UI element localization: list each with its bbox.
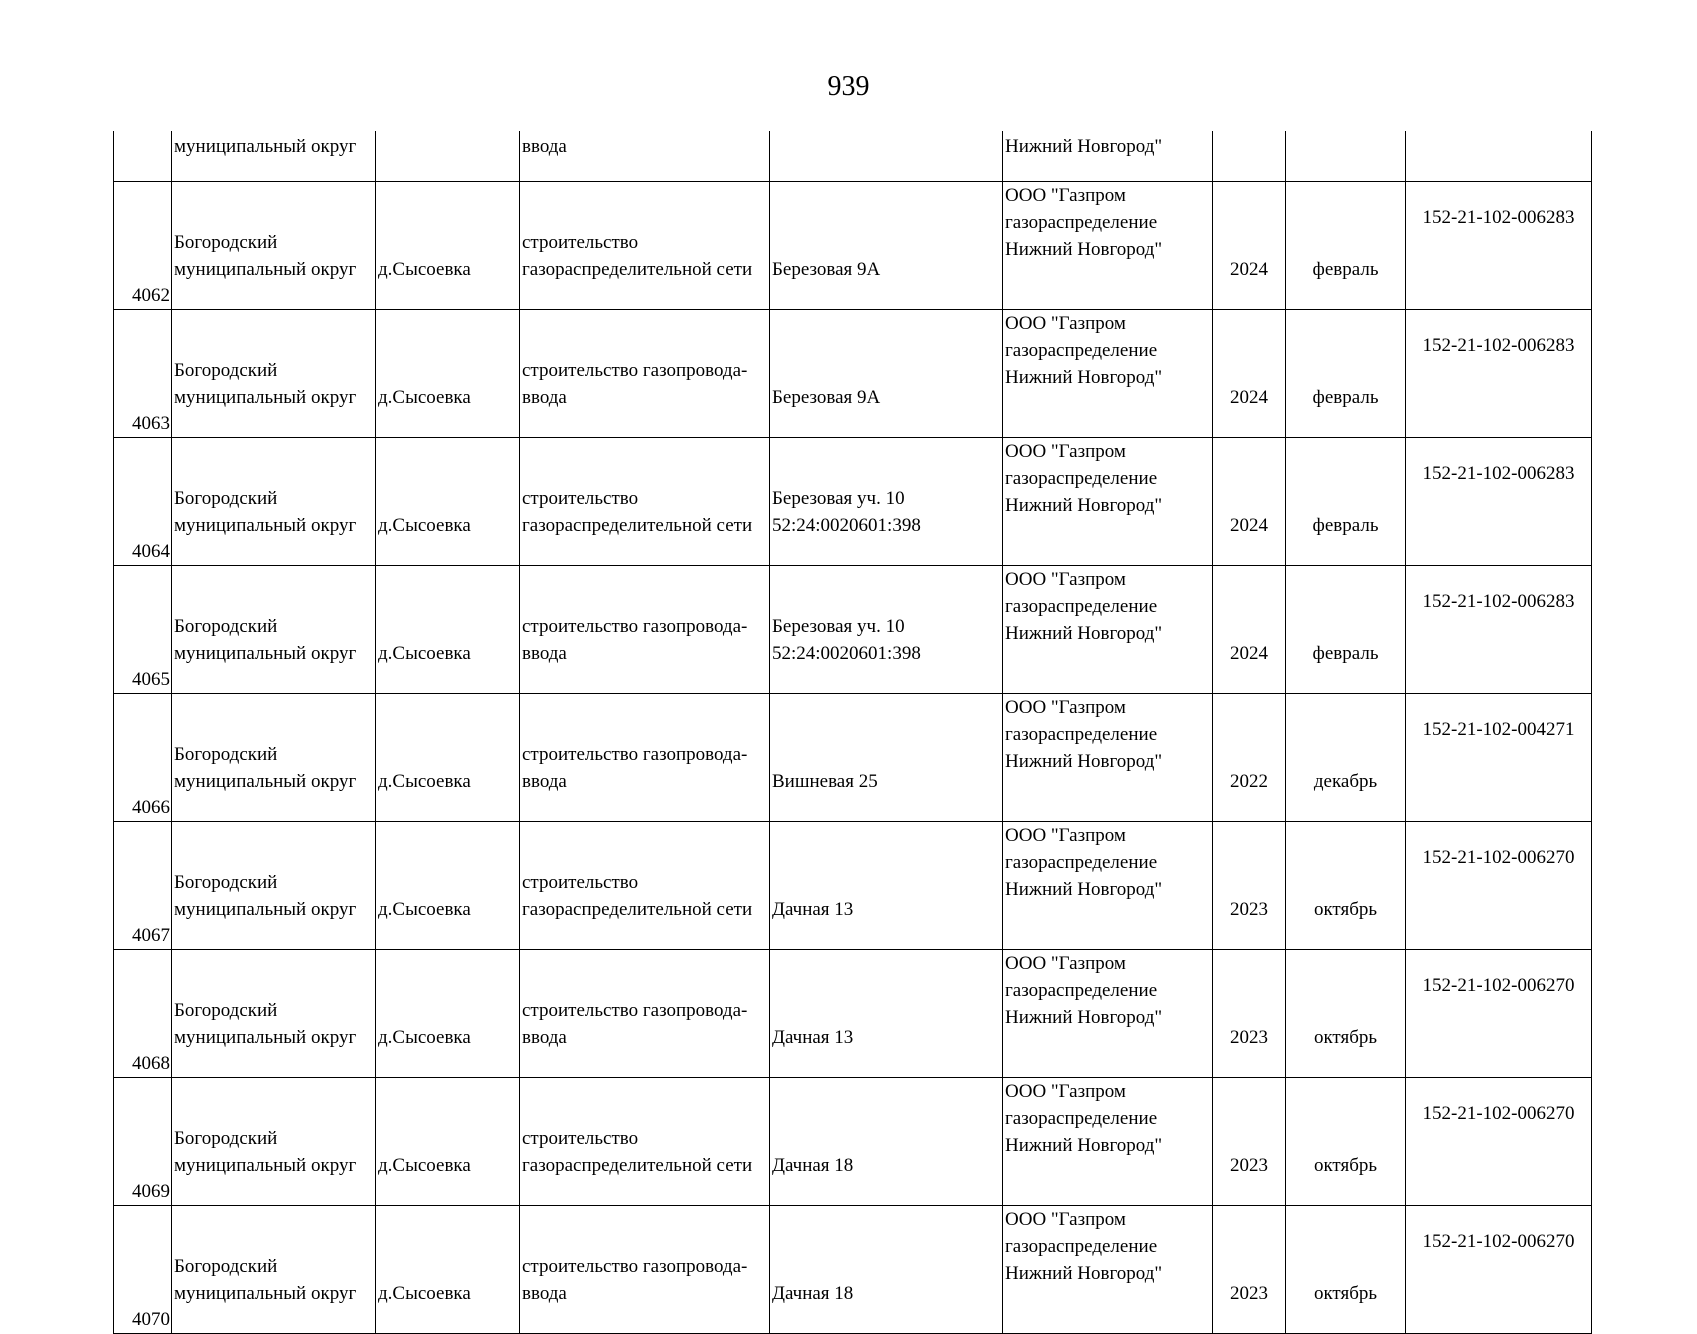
cell-reg: 152-21-102-006283 bbox=[1406, 566, 1592, 694]
cell-locality: д.Сысоевка bbox=[376, 566, 520, 694]
cell-reg: 152-21-102-006270 bbox=[1406, 822, 1592, 950]
cell-reg: 152-21-102-006283 bbox=[1406, 182, 1592, 310]
cell-address bbox=[770, 822, 1003, 950]
org-line: газораспределение bbox=[1005, 980, 1158, 1001]
org-line: Нижний Новгород" bbox=[1005, 1007, 1163, 1028]
district-line: Богородский bbox=[174, 232, 278, 253]
cell-work: ввода bbox=[520, 131, 770, 182]
district-line: Богородский bbox=[174, 872, 278, 893]
work-line: строительство bbox=[522, 1128, 639, 1149]
work-line: строительство bbox=[522, 872, 639, 893]
cell-num: 4068 bbox=[114, 950, 172, 1078]
cell-reg: 152-21-102-006283 bbox=[1406, 438, 1592, 566]
cell-work bbox=[520, 822, 770, 950]
table-row bbox=[114, 822, 1592, 950]
work-line: ввода bbox=[522, 771, 567, 792]
cell-num: 4069 bbox=[114, 1078, 172, 1206]
org-line: ООО "Газпром bbox=[1005, 825, 1126, 846]
cell-reg: 152-21-102-006270 bbox=[1406, 950, 1592, 1078]
org-line: газораспределение bbox=[1005, 596, 1158, 617]
cell-month: октябрь bbox=[1286, 1078, 1406, 1206]
cell-num: 4064 bbox=[114, 438, 172, 566]
work-line: строительство bbox=[522, 232, 639, 253]
district-line: Богородский bbox=[174, 744, 278, 765]
org-line: газораспределение bbox=[1005, 468, 1158, 489]
district-line: муниципальный округ bbox=[174, 1155, 357, 1176]
org-line: газораспределение bbox=[1005, 212, 1158, 233]
cell-num: 4062 bbox=[114, 182, 172, 310]
cell-reg bbox=[1406, 131, 1592, 182]
cell-locality: д.Сысоевка bbox=[376, 310, 520, 438]
org-line: ООО "Газпром bbox=[1005, 1081, 1126, 1102]
address-line: Березовая уч. 10 bbox=[772, 616, 905, 637]
org-line: ООО "Газпром bbox=[1005, 313, 1126, 334]
org-line: ООО "Газпром bbox=[1005, 1209, 1126, 1230]
table-body bbox=[114, 131, 1592, 1334]
page-number: 939 bbox=[827, 71, 870, 102]
org-line: Нижний Новгород" bbox=[1005, 623, 1163, 644]
org-line: ООО "Газпром bbox=[1005, 185, 1126, 206]
cell-month: февраль bbox=[1286, 438, 1406, 566]
work-line: строительство газопровода- bbox=[522, 744, 748, 765]
work-line: ввода bbox=[522, 1027, 567, 1048]
district-line: муниципальный округ bbox=[174, 1027, 357, 1048]
continuation-row bbox=[114, 131, 1592, 182]
table-row bbox=[114, 438, 1592, 566]
cell-month: февраль bbox=[1286, 566, 1406, 694]
cell-org bbox=[1003, 950, 1213, 1078]
org-line: Нижний Новгород" bbox=[1005, 1263, 1163, 1284]
cell-address bbox=[770, 694, 1003, 822]
cell-work bbox=[520, 182, 770, 310]
work-line: строительство газопровода- bbox=[522, 360, 748, 381]
cell-district bbox=[172, 310, 376, 438]
cell-address bbox=[770, 1078, 1003, 1206]
cell-month: октябрь bbox=[1286, 822, 1406, 950]
cell-year: 2023 bbox=[1213, 950, 1286, 1078]
cell-reg: 152-21-102-006270 bbox=[1406, 1078, 1592, 1206]
cell-locality bbox=[376, 131, 520, 182]
cell-work bbox=[520, 438, 770, 566]
cell-address bbox=[770, 310, 1003, 438]
cell-num: 4070 bbox=[114, 1206, 172, 1334]
work-line: ввода bbox=[522, 387, 567, 408]
district-line: Богородский bbox=[174, 1000, 278, 1021]
cell-work bbox=[520, 694, 770, 822]
address-line: 52:24:0020601:398 bbox=[772, 515, 921, 536]
district-line: муниципальный округ bbox=[174, 387, 357, 408]
work-line: газораспределительной сети bbox=[522, 259, 753, 280]
cell-district bbox=[172, 950, 376, 1078]
cell-work bbox=[520, 1206, 770, 1334]
cell-num: 4065 bbox=[114, 566, 172, 694]
table-row bbox=[114, 1206, 1592, 1334]
cell-org bbox=[1003, 566, 1213, 694]
cell-month bbox=[1286, 131, 1406, 182]
work-line: газораспределительной сети bbox=[522, 1155, 753, 1176]
cell-work bbox=[520, 310, 770, 438]
cell-locality: д.Сысоевка bbox=[376, 438, 520, 566]
cell-num bbox=[114, 131, 172, 182]
cell-address bbox=[770, 182, 1003, 310]
cell-work bbox=[520, 950, 770, 1078]
cell-locality: д.Сысоевка bbox=[376, 822, 520, 950]
district-line: Богородский bbox=[174, 1256, 278, 1277]
table-row bbox=[114, 694, 1592, 822]
org-line: газораспределение bbox=[1005, 340, 1158, 361]
cell-num: 4066 bbox=[114, 694, 172, 822]
district-line: муниципальный округ bbox=[174, 899, 357, 920]
cell-address bbox=[770, 566, 1003, 694]
cell-address bbox=[770, 438, 1003, 566]
district-line: Богородский bbox=[174, 1128, 278, 1149]
org-line: ООО "Газпром bbox=[1005, 953, 1126, 974]
gas-objects-table bbox=[113, 131, 1592, 1334]
work-line: строительство газопровода- bbox=[522, 1000, 748, 1021]
org-line: ООО "Газпром bbox=[1005, 441, 1126, 462]
cell-month: февраль bbox=[1286, 310, 1406, 438]
org-line: Нижний Новгород" bbox=[1005, 879, 1163, 900]
district-line: муниципальный округ bbox=[174, 1283, 357, 1304]
district-line: Богородский bbox=[174, 616, 278, 637]
org-line: Нижний Новгород" bbox=[1005, 1135, 1163, 1156]
district-line: муниципальный округ bbox=[174, 515, 357, 536]
cell-month: октябрь bbox=[1286, 950, 1406, 1078]
cell-district bbox=[172, 182, 376, 310]
cell-district: муниципальный округ bbox=[172, 131, 376, 182]
cell-org bbox=[1003, 1206, 1213, 1334]
org-line: газораспределение bbox=[1005, 1108, 1158, 1129]
cell-month: февраль bbox=[1286, 182, 1406, 310]
org-line: ООО "Газпром bbox=[1005, 569, 1126, 590]
cell-org bbox=[1003, 310, 1213, 438]
cell-locality: д.Сысоевка bbox=[376, 694, 520, 822]
cell-address bbox=[770, 950, 1003, 1078]
org-line: Нижний Новгород" bbox=[1005, 239, 1163, 260]
district-line: Богородский bbox=[174, 360, 278, 381]
cell-year: 2022 bbox=[1213, 694, 1286, 822]
cell-district bbox=[172, 694, 376, 822]
cell-year bbox=[1213, 131, 1286, 182]
cell-work bbox=[520, 566, 770, 694]
cell-district bbox=[172, 1078, 376, 1206]
cell-locality: д.Сысоевка bbox=[376, 950, 520, 1078]
district-line: Богородский bbox=[174, 488, 278, 509]
org-line: газораспределение bbox=[1005, 1236, 1158, 1257]
table-row bbox=[114, 182, 1592, 310]
table-row bbox=[114, 566, 1592, 694]
org-line: Нижний Новгород" bbox=[1005, 495, 1163, 516]
work-line: газораспределительной сети bbox=[522, 899, 753, 920]
cell-district bbox=[172, 438, 376, 566]
cell-address bbox=[770, 1206, 1003, 1334]
address-line: Дачная 13 bbox=[772, 899, 854, 920]
cell-year: 2023 bbox=[1213, 1206, 1286, 1334]
org-line: Нижний Новгород" bbox=[1005, 751, 1163, 772]
cell-year: 2024 bbox=[1213, 310, 1286, 438]
work-line: строительство газопровода- bbox=[522, 1256, 748, 1277]
cell-year: 2024 bbox=[1213, 182, 1286, 310]
cell-month: октябрь bbox=[1286, 1206, 1406, 1334]
work-line: ввода bbox=[522, 643, 567, 664]
cell-year: 2024 bbox=[1213, 438, 1286, 566]
org-line: ООО "Газпром bbox=[1005, 697, 1126, 718]
cell-org bbox=[1003, 822, 1213, 950]
org-line: газораспределение bbox=[1005, 852, 1158, 873]
cell-year: 2024 bbox=[1213, 566, 1286, 694]
cell-locality: д.Сысоевка bbox=[376, 182, 520, 310]
cell-num: 4067 bbox=[114, 822, 172, 950]
cell-num: 4063 bbox=[114, 310, 172, 438]
cell-reg: 152-21-102-004271 bbox=[1406, 694, 1592, 822]
work-line: газораспределительной сети bbox=[522, 515, 753, 536]
district-line: муниципальный округ bbox=[174, 259, 357, 280]
address-line: Березовая 9А bbox=[772, 387, 881, 408]
address-line: Березовая 9А bbox=[772, 259, 881, 280]
cell-org bbox=[1003, 1078, 1213, 1206]
address-line: Дачная 18 bbox=[772, 1155, 854, 1176]
org-line: газораспределение bbox=[1005, 724, 1158, 745]
cell-org bbox=[1003, 182, 1213, 310]
work-line: строительство газопровода- bbox=[522, 616, 748, 637]
cell-reg: 152-21-102-006283 bbox=[1406, 310, 1592, 438]
cell-org bbox=[1003, 694, 1213, 822]
table-row bbox=[114, 310, 1592, 438]
address-line: Дачная 13 bbox=[772, 1027, 854, 1048]
address-line: Березовая уч. 10 bbox=[772, 488, 905, 509]
table-row bbox=[114, 1078, 1592, 1206]
work-line: строительство bbox=[522, 488, 639, 509]
district-line: муниципальный округ bbox=[174, 643, 357, 664]
cell-month: декабрь bbox=[1286, 694, 1406, 822]
work-line: ввода bbox=[522, 1283, 567, 1304]
cell-address bbox=[770, 131, 1003, 182]
cell-org bbox=[1003, 438, 1213, 566]
cell-locality: д.Сысоевка bbox=[376, 1078, 520, 1206]
cell-locality: д.Сысоевка bbox=[376, 1206, 520, 1334]
cell-district bbox=[172, 1206, 376, 1334]
address-line: Дачная 18 bbox=[772, 1283, 854, 1304]
cell-work bbox=[520, 1078, 770, 1206]
cell-reg: 152-21-102-006270 bbox=[1406, 1206, 1592, 1334]
cell-org: Нижний Новгород" bbox=[1003, 131, 1213, 182]
cell-district bbox=[172, 566, 376, 694]
cell-district bbox=[172, 822, 376, 950]
table-row bbox=[114, 950, 1592, 1078]
org-line: Нижний Новгород" bbox=[1005, 367, 1163, 388]
cell-year: 2023 bbox=[1213, 822, 1286, 950]
cell-year: 2023 bbox=[1213, 1078, 1286, 1206]
address-line: Вишневая 25 bbox=[772, 771, 878, 792]
address-line: 52:24:0020601:398 bbox=[772, 643, 921, 664]
district-line: муниципальный округ bbox=[174, 771, 357, 792]
